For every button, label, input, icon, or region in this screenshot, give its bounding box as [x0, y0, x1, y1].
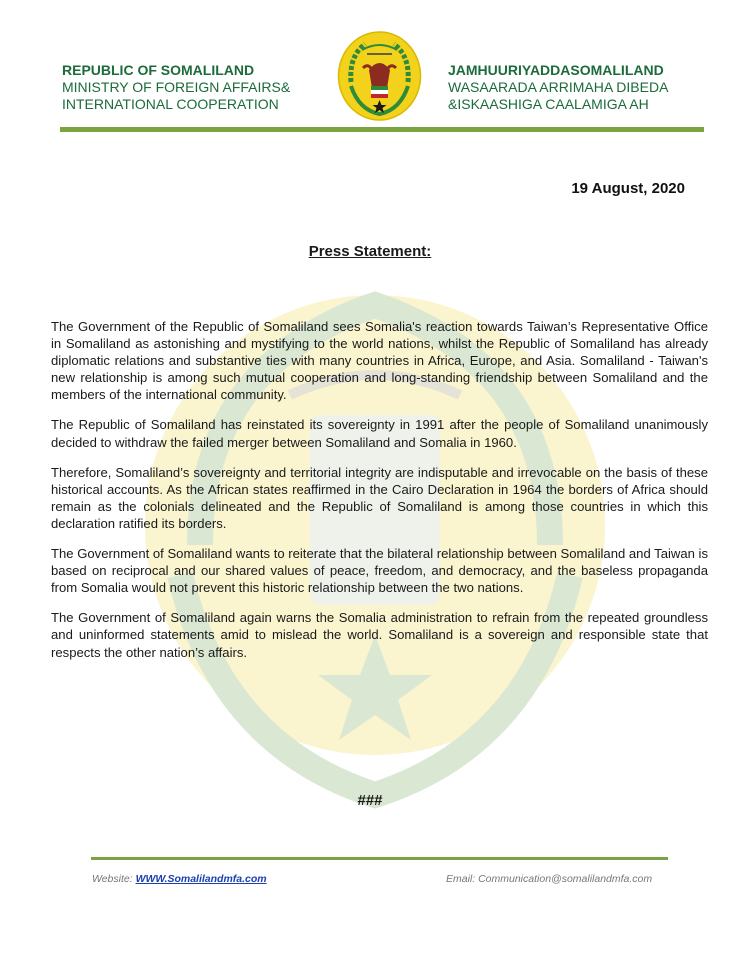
ministry-header-somali — [448, 62, 718, 113]
header-ministry-name-somali: WASAARADA ARRIMAHA DIBEDA — [448, 79, 669, 95]
end-of-statement-mark: ### — [357, 792, 383, 809]
footer-divider — [91, 857, 668, 860]
header-divider — [60, 127, 704, 132]
header-country-name: REPUBLIC OF SOMALILAND — [62, 62, 255, 78]
statement-title-text: Press Statement: — [308, 243, 432, 260]
header-ministry-name-somali-cont: &ISKAASHIGA CAALAMIGA AH — [448, 96, 649, 112]
website-link[interactable]: WWW.Somalilandmfa.com — [135, 873, 267, 885]
header-country-name-somali: JAMHUURIYADDASOMALILAND — [448, 62, 664, 78]
website-label: Website: — [92, 873, 136, 885]
header-ministry-name: MINISTRY OF FOREIGN AFFAIRS& — [62, 79, 291, 95]
header-ministry-name-cont: INTERNATIONAL COOPERATION — [62, 96, 279, 112]
ministry-header-english — [62, 62, 332, 113]
statement-date: 19 August, 2020 — [571, 180, 685, 197]
paragraph: The Government of Somaliland again warns the Somalia administration to refrain from the repeated groundless and uninformed statements amid to mislead the world. Somaliland is a sovereign and responsible state that respects the other nation’s affairs. — [51, 610, 708, 660]
paragraph: The Government of the Republic of Somaliland sees Somalia's reaction towards Taiwan’s Representative Office in Somaliland as astonishing and mystifying to the world nations, whilst the Republic of Somaliland has already diplomatic relations and substantive ties with many countries in Africa, Europe, and Asia. Somaliland - Taiwan's new relationship is among such mutual cooperation and long-standing friendship between Somaliland and the members of the international community. — [51, 319, 708, 403]
statement-body — [51, 318, 708, 674]
footer-email[interactable]: Email: Communication@somalilandmfa.com — [446, 873, 653, 885]
footer-website — [92, 873, 267, 885]
statement-title — [0, 243, 740, 260]
somaliland-coat-of-arms-icon — [337, 30, 422, 122]
paragraph: The Government of Somaliland wants to reiterate that the bilateral relationship between Somaliland and Taiwan is based on reciprocal and our shared values of peace, freedom, and democracy, and the baseless propaganda from Somalia would not prevent this historic relationship between the two nations. — [51, 546, 709, 596]
paragraph: Therefore, Somaliland’s sovereignty and territorial integrity are indisputable and irrevocable on the basis of these historical accounts. As the African states reaffirmed in the Cairo Declaration in 1964 the borders of Africa should remain as the colonials delineated and the Republic of Somaliland is among those countries in which this declaration ratified its borders. — [51, 464, 708, 531]
paragraph: The Republic of Somaliland has reinstated its sovereignty in 1991 after the people of Somaliland unanimously decided to withdraw the failed merger between Somaliland and Somalia in 1960. — [51, 417, 708, 450]
